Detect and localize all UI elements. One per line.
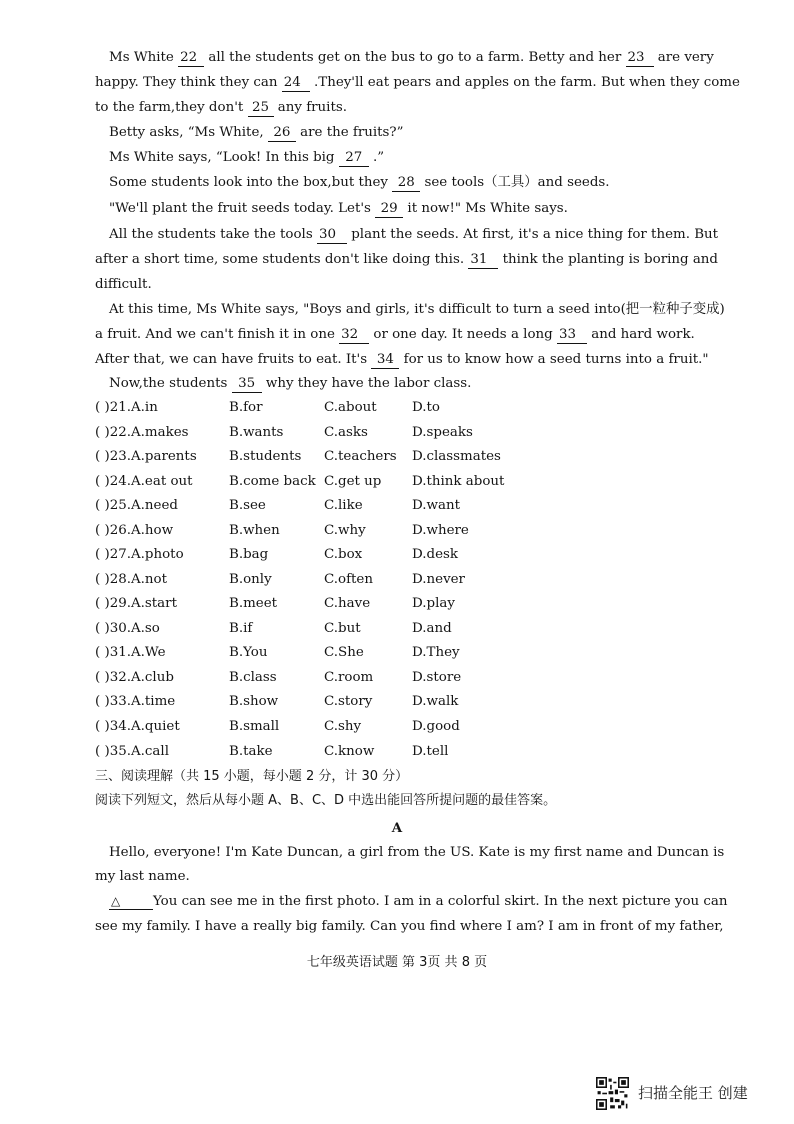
passage-line: a fruit. And we can't finish it in one 32 or one day. It needs a long 33 and hard work. — [95, 327, 695, 342]
option-row: ( )31.A.We B.You C.She D.They — [95, 645, 460, 660]
option-row: ( )35.A.call B.take C.know D.tell — [95, 744, 449, 759]
option-row: ( )32.A.club B.class C.room D.store — [95, 670, 462, 685]
section-instruction: 阅读下列短文，然后从每小题 A、B、C、D 中选出能回答所提问题的最佳答案。 — [95, 793, 557, 808]
blank-31: 31 — [468, 252, 498, 269]
passage-line: Ms White 22 all the students get on the bus to go to a farm. Betty and her 23 are very — [109, 50, 714, 65]
passage-line: Now,the students 35 why they have the labor class. — [109, 376, 472, 391]
answer-blank: △ — [109, 893, 153, 910]
blank-22: 22 — [178, 50, 204, 67]
passage-line: my last name. — [95, 869, 190, 884]
option-row: ( )24.A.eat out B.come back C.get up D.think about — [95, 474, 505, 489]
passage-line: after a short time, some students don't like doing this. 31 think the planting is boring and — [95, 252, 719, 267]
blank-26: 26 — [268, 125, 296, 142]
blank-30: 30 — [317, 227, 347, 244]
passage-line: "We'll plant the fruit seeds today. Let's 29 it now!" Ms White says. — [109, 201, 568, 216]
blank-23: 23 — [626, 50, 654, 67]
option-row: ( )30.A.so B.if C.but D.and — [95, 621, 452, 636]
option-row: ( )34.A.quiet B.small C.shy D.good — [95, 719, 460, 734]
option-row: ( )33.A.time B.show C.story D.walk — [95, 694, 459, 709]
passage-line: At this time, Ms White says, "Boys and girls, it's difficult to turn a seed into(把一粒种子变成) — [109, 302, 725, 317]
passage-line: happy. They think they can 24 .They'll eat pears and apples on the farm. But when they come — [95, 75, 740, 90]
option-row: ( )26.A.how B.when C.why D.where — [95, 523, 469, 538]
option-row: ( )21.A.in B.for C.about D.to — [95, 400, 440, 415]
option-row: ( )25.A.need B.see C.like D.want — [95, 498, 460, 513]
blank-28: 28 — [392, 175, 420, 192]
blank-34: 34 — [371, 352, 399, 369]
part-label: A — [391, 820, 403, 836]
passage-line: Ms White says, “Look! In this big 27 .” — [109, 150, 385, 165]
blank-35: 35 — [232, 376, 262, 393]
option-row: ( )27.A.photo B.bag C.box D.desk — [95, 547, 458, 562]
passage-line: Betty asks, “Ms White, 26 are the fruits?” — [109, 125, 404, 140]
passage-line: Hello, everyone! I'm Kate Duncan, a girl from the US. Kate is my first name and Duncan is — [109, 845, 725, 860]
qr-code-icon — [596, 1077, 629, 1110]
blank-32: 32 — [339, 327, 369, 344]
blank-24: 24 — [282, 75, 310, 92]
section-heading: 三、阅读理解（共 15 小题，每小题 2 分，计 30 分） — [95, 769, 409, 784]
blank-25: 25 — [248, 100, 274, 117]
page-footer: 七年级英语试题 第 3页 共 8 页 — [306, 955, 488, 970]
passage-line: △ You can see me in the first photo. I am in a colorful skirt. In the next picture you can — [111, 894, 728, 909]
option-row: ( )28.A.not B.only C.often D.never — [95, 572, 465, 587]
option-row: ( )29.A.start B.meet C.have D.play — [95, 596, 455, 611]
passage-line: After that, we can have fruits to eat. It's 34 for us to know how a seed turns into a fruit." — [95, 352, 709, 367]
blank-33: 33 — [557, 327, 587, 344]
blank-29: 29 — [375, 201, 403, 218]
watermark-text: 扫描全能王 创建 — [638, 1084, 748, 1102]
passage-line: Some students look into the box,but they 28 see tools（工具）and seeds. — [109, 175, 610, 190]
option-row: ( )22.A.makes B.wants C.asks D.speaks — [95, 425, 473, 440]
option-row: ( )23.A.parents B.students C.teachers D.classmates — [95, 449, 501, 464]
passage-line: see my family. I have a really big family. Can you find where I am? I am in front of my father, — [95, 919, 724, 934]
passage-line: All the students take the tools 30 plant the seeds. At first, it's a nice thing for them. But — [109, 227, 719, 242]
passage-line: to the farm,they don't 25 any fruits. — [95, 100, 347, 115]
blank-27: 27 — [339, 150, 369, 167]
scanner-watermark — [596, 1077, 771, 1111]
passage-line: difficult. — [95, 277, 152, 292]
